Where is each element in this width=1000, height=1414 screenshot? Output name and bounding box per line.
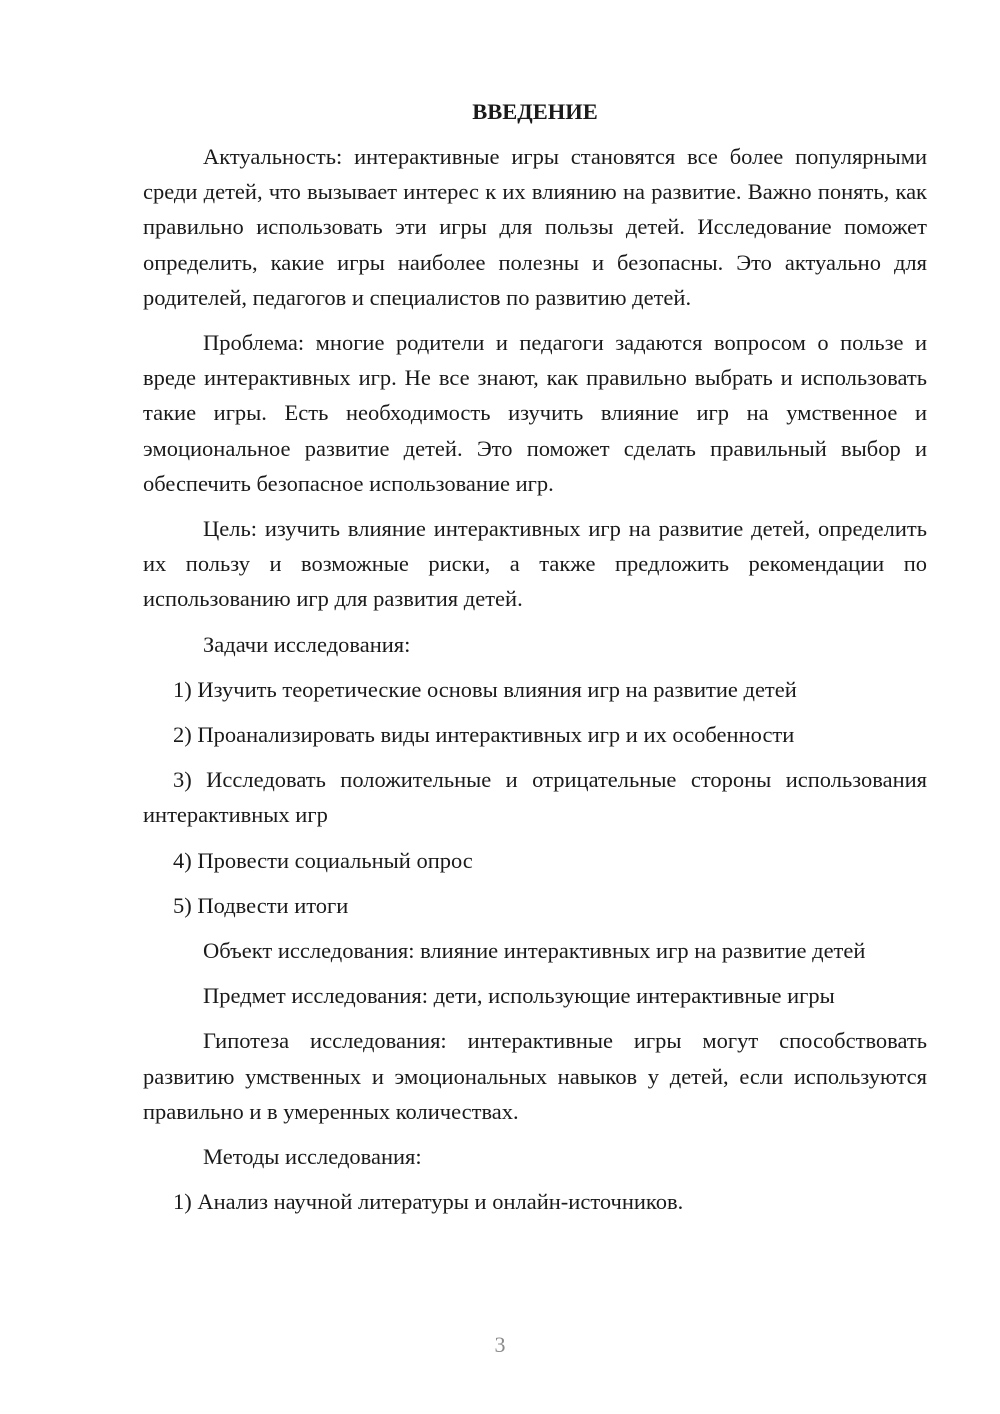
document-body xyxy=(143,94,927,1229)
hypothesis-paragraph: Гипотеза исследования: интерактивные игры могут способствовать развитию умственных и эмоциональных навыков у детей, если используются правильно и в умеренных количествах. xyxy=(143,1028,927,1124)
method-item-1: 1) Анализ научной литературы и онлайн-источников. xyxy=(173,1189,684,1215)
relevance-paragraph: Актуальность: интерактивные игры становятся все более популярными среди детей, что вызывает интерес к их влиянию на развитие. Важно понять, как правильно использовать эти игры для пользы детей. Исследование поможет определить, какие игры наиболее полезны и безопасны. Это актуально для родителей, педагогов и специалистов по развитию детей. xyxy=(143,144,927,310)
task-item-1: 1) Изучить теоретические основы влияния игр на развитие детей xyxy=(173,676,797,702)
section-title: ВВЕДЕНИЕ xyxy=(472,99,598,124)
page-number: 3 xyxy=(494,1332,506,1357)
tasks-heading: Задачи исследования: xyxy=(203,631,411,657)
task-item-2: 2) Проанализировать виды интерактивных игр и их особенности xyxy=(173,722,795,748)
subject-paragraph: Предмет исследования: дети, использующие интерактивные игры xyxy=(203,983,835,1009)
task-item-4: 4) Провести социальный опрос xyxy=(173,847,473,873)
task-item-5: 5) Подвести итоги xyxy=(173,892,349,918)
object-paragraph: Объект исследования: влияние интерактивных игр на развитие детей xyxy=(203,938,866,964)
goal-paragraph: Цель: изучить влияние интерактивных игр на развитие детей, определить их пользу и возможные риски, а также предложить рекомендации по использованию игр для развития детей. xyxy=(143,516,927,612)
methods-heading: Методы исследования: xyxy=(203,1144,422,1170)
task-item-3: 3) Исследовать положительные и отрицательные стороны использования интерактивных игр xyxy=(143,767,927,828)
problem-paragraph: Проблема: многие родители и педагоги задаются вопросом о пользе и вреде интерактивных игр. Не все знают, как правильно выбрать и использовать такие игры. Есть необходимость изучить влияние игр на умственное и эмоциональное развитие детей. Это поможет сделать правильный выбор и обеспечить безопасное использование игр. xyxy=(143,330,927,496)
